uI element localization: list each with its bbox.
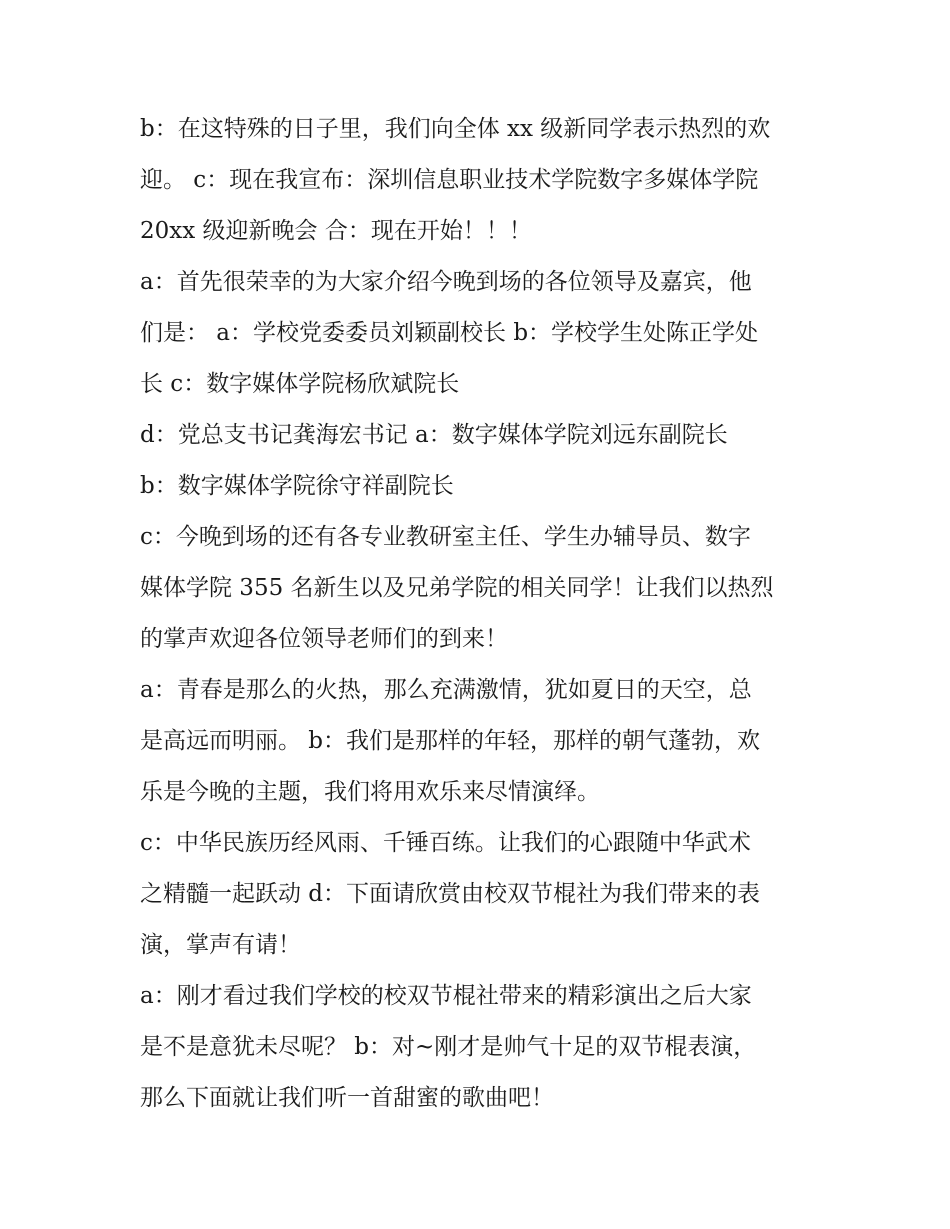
text-line: c：中华民族历经风雨、千锤百练。让我们的心跟随中华武术 <box>140 830 751 856</box>
text-line: 迎。 c：现在我宣布：深圳信息职业技术学院数字多媒体学院 <box>140 167 759 193</box>
text-line: 长 c：数字媒体学院杨欣斌院长 <box>140 371 460 397</box>
text-line: 之精髓一起跃动 d：下面请欣赏由校双节棍社为我们带来的表 <box>140 881 761 907</box>
text-line: a：刚才看过我们学校的校双节棍社带来的精彩演出之后大家 <box>140 983 752 1009</box>
text-line: 的掌声欢迎各位领导老师们的到来！ <box>140 626 508 652</box>
text-line: 乐是今晚的主题，我们将用欢乐来尽情演绎。 <box>140 779 600 805</box>
text-line: 是高远而明丽。 b：我们是那样的年轻，那样的朝气蓬勃，欢 <box>140 728 761 754</box>
text-line: a：首先很荣幸的为大家介绍今晚到场的各位领导及嘉宾，他 <box>140 269 752 295</box>
text-line: 20xx 级迎新晚会 合：现在开始！！！ <box>140 218 532 244</box>
text-line: b：在这特殊的日子里，我们向全体 xx 级新同学表示热烈的欢 <box>140 116 771 142</box>
text-line: c：今晚到场的还有各专业教研室主任、学生办辅导员、数字 <box>140 524 751 550</box>
text-line: b：数字媒体学院徐守祥副院长 <box>140 473 454 499</box>
text-line: 媒体学院 355 名新生以及兄弟学院的相关同学！让我们以热烈 <box>140 575 774 601</box>
text-line: 演，掌声有请！ <box>140 932 301 958</box>
text-line: 是不是意犹未尽呢？ b：对~刚才是帅气十足的双节棍表演， <box>140 1034 757 1060</box>
text-line: a：青春是那么的火热，那么充满激情，犹如夏日的天空，总 <box>140 677 752 703</box>
text-line: 们是： a：学校党委委员刘颖副校长 b：学校学生处陈正学处 <box>140 320 759 346</box>
document-body <box>140 104 812 1124</box>
text-line: 那么下面就让我们听一首甜蜜的歌曲吧！ <box>140 1085 554 1111</box>
text-line: d：党总支书记龚海宏书记 a：数字媒体学院刘远东副院长 <box>140 422 728 448</box>
